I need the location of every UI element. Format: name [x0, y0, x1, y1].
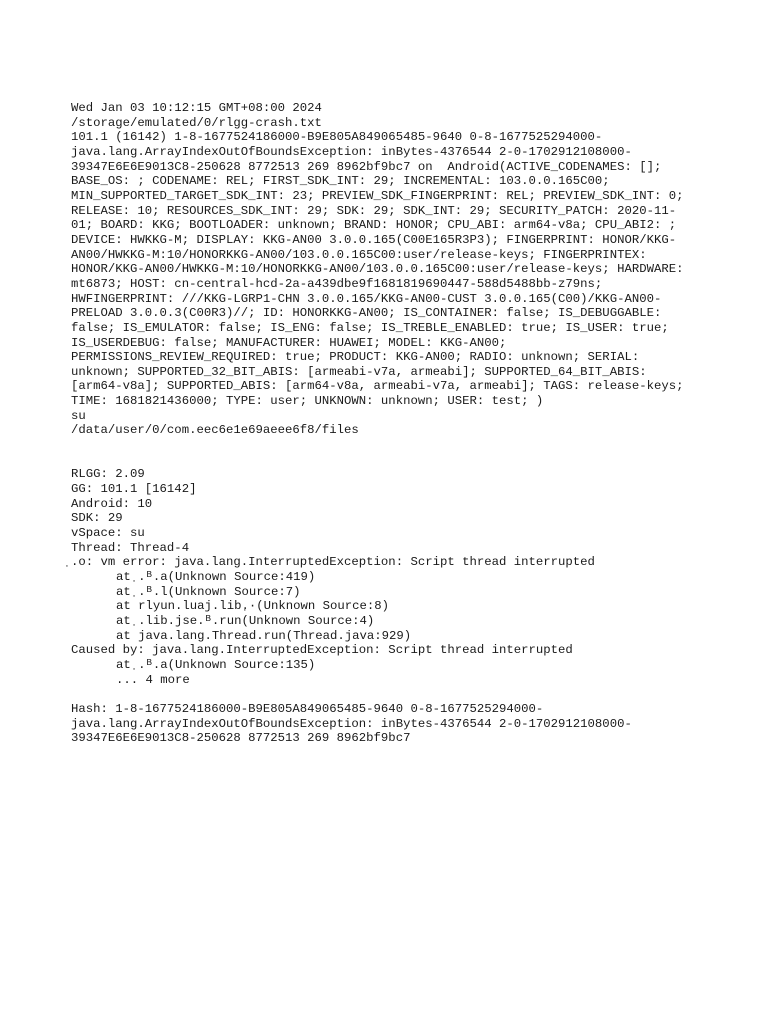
sdk-version: SDK: 29 [71, 511, 123, 526]
build-info-line: DEVICE: HWKKG-M; DISPLAY: KKG-AN00 3.0.0.165(C00E165R3P3); FINGERPRINT: HONOR/KKG- [71, 232, 677, 247]
build-info-line: 39347E6E6E9013C8-250628 8772513 269 8962bf9bc7 on Android(ACTIVE_CODENAMES: []; [71, 159, 662, 174]
log-datetime: Wed Jan 03 10:12:15 GMT+08:00 2024 [71, 101, 322, 115]
crash-log-document [71, 101, 711, 746]
su-line: su [71, 408, 86, 423]
build-info-line: BASE_OS: ; CODENAME: REL; FIRST_SDK_INT: 29; INCREMENTAL: 103.0.0.165C00; [71, 174, 610, 189]
build-info-line: false; IS_EMULATOR: false; IS_ENG: false; IS_TREBLE_ENABLED: true; IS_USER: true; [71, 320, 669, 335]
hash-line: Hash: 1-8-1677524186000-B9E805A849065485-9640 0-8-1677525294000- [71, 701, 544, 716]
build-info-block [71, 130, 711, 408]
thread-info: Thread: Thread-4 [71, 540, 190, 555]
hash-block [71, 702, 711, 746]
build-info-line: [arm64-v8a]; SUPPORTED_ABIS: [arm64-v8a, armeabi-v7a, armeabi]; TAGS: release-keys; [71, 379, 684, 394]
stack-frame: at ̣.ᴮ.l(Unknown Source:7) [116, 584, 301, 599]
stack-frame: ... 4 more [116, 672, 190, 687]
build-info-line: AN00/HWKKG-M:10/HONORKKG-AN00/103.0.0.165C00:user/release-keys; FINGERPRINTEX: [71, 247, 647, 262]
android-version: Android: 10 [71, 496, 153, 511]
stack-frame: at java.lang.Thread.run(Thread.java:929) [116, 628, 412, 643]
stack-error: ̣.o: vm error: java.lang.InterruptedException: Script thread interrupted [71, 555, 595, 570]
build-info-line: PERMISSIONS_REVIEW_REQUIRED: true; PRODUCT: KKG-AN00; RADIO: unknown; SERIAL: [71, 350, 640, 365]
log-file-path: /storage/emulated/0/rlgg-crash.txt [71, 115, 322, 130]
build-info-line: MIN_SUPPORTED_TARGET_SDK_INT: 23; PREVIEW_SDK_FINGERPRINT: REL; PREVIEW_SDK_INT: 0; [71, 188, 684, 203]
hash-line: java.lang.ArrayIndexOutOfBoundsException: inBytes-4376544 2-0-1702912108000- [71, 716, 632, 731]
stack-frame: at ̣.ᴮ.a(Unknown Source:419) [116, 569, 316, 584]
stack-frame: at ̣.lib.jse.ᴮ.run(Unknown Source:4) [116, 613, 375, 628]
build-info-line: HWFINGERPRINT: ///KKG-LGRP1-CHN 3.0.0.165/KKG-AN00-CUST 3.0.0.165(C00)/KKG-AN00- [71, 291, 662, 306]
build-info-line: mt6873; HOST: cn-central-hcd-2a-a439dbe9f1681819690447-588d5488bb-z79ns; [71, 276, 603, 291]
spacer [71, 687, 711, 702]
build-info-line: PRELOAD 3.0.0.3(C00R3)//; ID: HONORKKG-AN00; IS_CONTAINER: false; IS_DEBUGGABLE: [71, 306, 662, 321]
files-path: /data/user/0/com.eec6e1e69aeee6f8/files [71, 423, 359, 438]
build-info-line: unknown; SUPPORTED_32_BIT_ABIS: [armeabi-v7a, armeabi]; SUPPORTED_64_BIT_ABIS: [71, 364, 647, 379]
vspace-info: vSpace: su [71, 526, 145, 541]
caused-by: Caused by: java.lang.InterruptedException: Script thread interrupted [71, 643, 573, 658]
stack-frame: at rlyun.luaj.lib.̣·(Unknown Source:8) [116, 599, 390, 614]
build-info-line: 01; BOARD: KKG; BOOTLOADER: unknown; BRAND: HONOR; CPU_ABI: arm64-v8a; CPU_ABI2: ; [71, 218, 677, 233]
stack-frame: at ̣.ᴮ.a(Unknown Source:135) [116, 657, 316, 672]
stack-trace [71, 555, 711, 687]
rlgg-version: RLGG: 2.09 [71, 467, 145, 482]
build-info-line: RELEASE: 10; RESOURCES_SDK_INT: 29; SDK: 29; SDK_INT: 29; SECURITY_PATCH: 2020-11- [71, 203, 677, 218]
build-info-line: IS_USERDEBUG: false; MANUFACTURER: HUAWEI; MODEL: KKG-AN00; [71, 335, 507, 350]
info-block [71, 467, 711, 555]
build-info-line: 101.1 (16142) 1-8-1677524186000-B9E805A849065485-9640 0-8-1677525294000- [71, 130, 603, 145]
spacer [71, 438, 711, 467]
build-info-line: TIME: 1681821436000; TYPE: user; UNKNOWN: unknown; USER: test; ) [71, 394, 544, 409]
gg-version: GG: 101.1 [16142] [71, 482, 197, 497]
build-info-line: HONOR/KKG-AN00/HWKKG-M:10/HONORKKG-AN00/103.0.0.165C00:user/release-keys; HARDWARE: [71, 262, 684, 277]
build-info-line: java.lang.ArrayIndexOutOfBoundsException: inBytes-4376544 2-0-1702912108000- [71, 144, 632, 159]
hash-line: 39347E6E6E9013C8-250628 8772513 269 8962bf9bc7 [71, 731, 411, 746]
